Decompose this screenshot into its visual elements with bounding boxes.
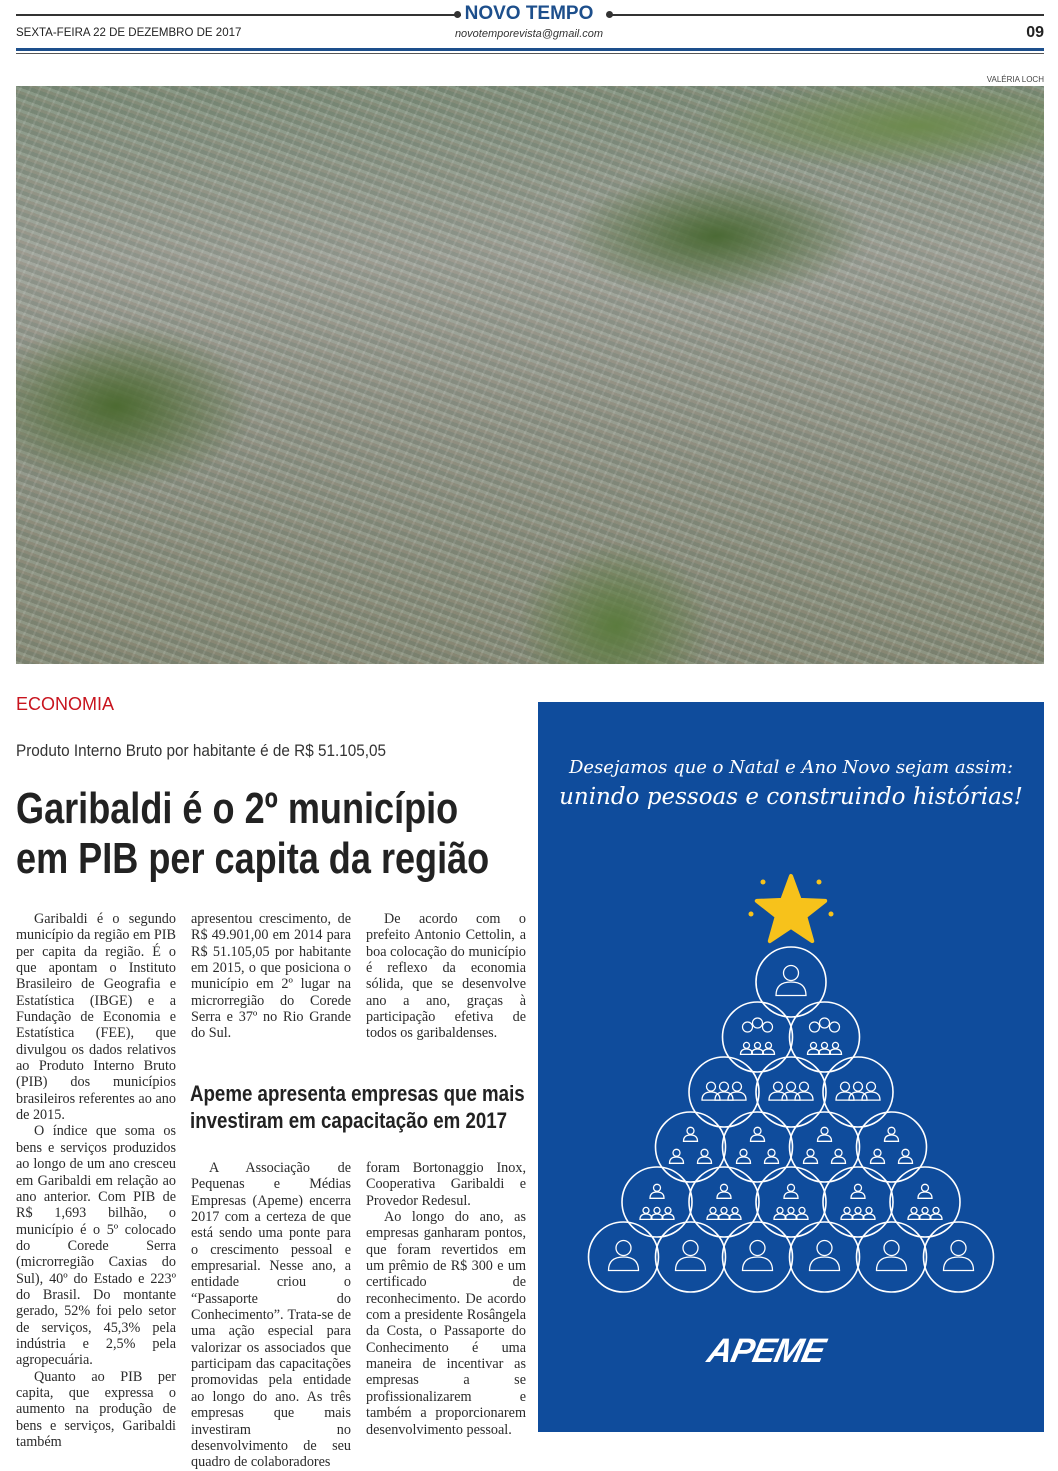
headline-line: Garibaldi é o 2º município xyxy=(16,784,459,833)
person-circle-icon xyxy=(723,1002,793,1072)
sparkle-icon xyxy=(761,880,766,885)
article-column-2 xyxy=(191,911,351,1042)
person-circle-icon xyxy=(622,1167,692,1237)
article-column-3 xyxy=(366,911,526,1042)
person-circle-icon xyxy=(924,1222,994,1292)
article2-headline xyxy=(190,1080,525,1134)
sparkle-icon xyxy=(817,880,822,885)
star-icon xyxy=(757,876,825,941)
person-circle-icon xyxy=(756,947,826,1017)
page-number: 09 xyxy=(1026,24,1044,41)
paragraph: apresentou crescimento, de R$ 49.901,00 em 2014 para R$ 51.105,05 por habitante em 2015, o que posiciona o município em 2º lugar na microrregião do Corede Serra e 37º no Rio Grande do Sul. xyxy=(191,911,351,1042)
person-circle-icon xyxy=(756,1167,826,1237)
person-circle-icon xyxy=(890,1167,960,1237)
person-circle-icon xyxy=(723,1112,793,1182)
article2-column-2 xyxy=(366,1160,526,1438)
person-circle-icon xyxy=(823,1057,893,1127)
people-christmas-tree xyxy=(538,702,1044,1432)
paragraph: A Associação de Pequenas e Médias Empresas (Apeme) encerra 2017 com a certeza de que está sendo uma ponte para o crescimento pessoal e empresarial. Nesse ano, a entidade criou o “Passaporte do Conhecimento”. Trata-se de uma ação especial para valorizar os associados que participam das capacitações promovidas pela entidade ao longo do ano. As três empresas que mais investiram no desenvolvimento de seu quadro de colaboradores xyxy=(191,1160,351,1471)
article-kicker: Produto Interno Bruto por habitante é de R$ 51.105,05 xyxy=(16,741,387,760)
article-column-1 xyxy=(16,911,176,1450)
headline-line: investiram em capacitação em 2017 xyxy=(190,1108,508,1133)
person-circle-icon xyxy=(756,1057,826,1127)
paragraph: Quanto ao PIB per capita, que expressa o aumento na produção de bens e serviços, Garibaldi também xyxy=(16,1368,176,1450)
person-circle-icon xyxy=(857,1222,927,1292)
person-circle-icon xyxy=(823,1167,893,1237)
headline-line: em PIB per capita da região xyxy=(16,834,490,883)
section-label: ECONOMIA xyxy=(16,694,115,714)
person-circle-icon xyxy=(656,1112,726,1182)
person-circle-icon xyxy=(689,1167,759,1237)
person-circle-icon xyxy=(656,1222,726,1292)
person-circle-icon xyxy=(790,1002,860,1072)
newspaper-title: NOVO TEMPO xyxy=(464,3,594,24)
paragraph: De acordo com o prefeito Antonio Cettolin, a boa colocação do município é reflexo da economia sólida, que se desenvolve ano a ano, graças à participação efetiva de todos os garibaldenses. xyxy=(366,911,526,1042)
paragraph: foram Bortonaggio Inox, Cooperativa Garibaldi e Provedor Redesul. xyxy=(366,1160,526,1209)
ad-greeting: Desejamos que o Natal e Ano Novo sejam assim: xyxy=(568,757,1014,778)
person-circle-icon xyxy=(723,1222,793,1292)
issue-date: SEXTA-FEIRA 22 DE DEZEMBRO DE 2017 xyxy=(16,27,242,39)
headline-line: Apeme apresenta empresas que mais xyxy=(190,1081,525,1106)
contact-email[interactable]: novotemporevista@gmail.com xyxy=(454,28,604,40)
person-circle-icon xyxy=(857,1112,927,1182)
person-circle-icon xyxy=(790,1222,860,1292)
ad-slogan: unindo pessoas e construindo histórias! xyxy=(559,784,1023,810)
header-divider xyxy=(16,53,1044,54)
paragraph: Garibaldi é o segundo município da região em PIB per capita da região. É o que apontam o Instituto Brasileiro de Geografia e Estatística (IBGE) e a Fundação de Economia e Estatística (FEE), que divulgou os dados relativos ao Produto Interno Bruto (PIB) dos municípios brasileiros referentes ao ano de 2015. xyxy=(16,911,176,1124)
apeme-christmas-ad xyxy=(538,702,1044,1432)
apeme-logo: APEME xyxy=(704,1332,829,1370)
person-circle-icon xyxy=(689,1057,759,1127)
sparkle-icon xyxy=(829,912,834,917)
paragraph: O índice que soma os bens e serviços produzidos ao longo de um ano cresceu em Garibaldi em relação ao ano anterior. Com PIB de R$ 1,693 bilhão, o município é o 5º colocado do Corede Serra (microrregião Caxias do Sul), 40º do Estado e 223º do Brasil. Do montante gerado, 52% foi pelo setor de serviços, 45,3% pela indústria e 2,5% pela agropecuária. xyxy=(16,1123,176,1369)
sparkle-icon xyxy=(749,912,754,917)
article-headline xyxy=(16,784,489,884)
paragraph: Ao longo do ano, as empresas ganharam pontos, que foram revertidos em um prêmio de R$ 300 e um certificado de reconhecimento. De acordo com a presidente Rosângela da Costa, o Passaporte do Conhecimento é uma maneira de incentivar as empresas a se profissionalizarem e também a proporcionarem desenvolvimento pessoal. xyxy=(366,1209,526,1438)
person-circle-icon xyxy=(589,1222,659,1292)
photo-credit: VALÉRIA LOCH xyxy=(986,75,1044,84)
aerial-city-photo xyxy=(16,86,1044,664)
header-divider xyxy=(16,48,1044,51)
article2-column-1 xyxy=(191,1160,351,1471)
person-circle-icon xyxy=(790,1112,860,1182)
